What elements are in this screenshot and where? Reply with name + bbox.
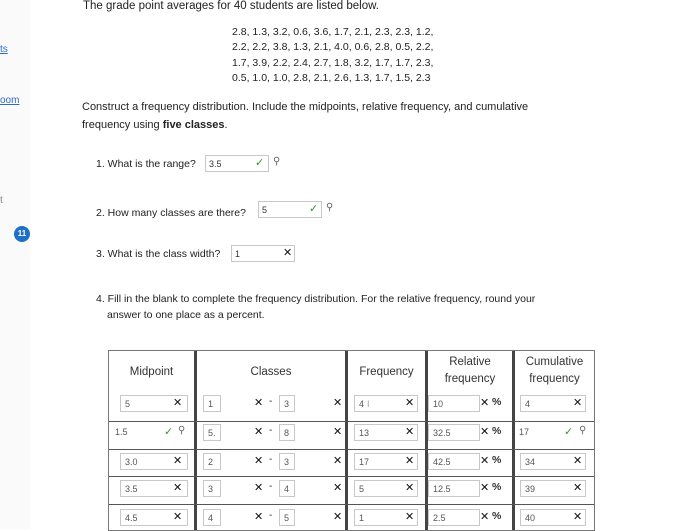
left-panel-edge: [0, 0, 30, 529]
header-frequency: Frequency: [359, 366, 414, 378]
class-upper-input[interactable]: 3: [279, 453, 295, 470]
class-lower-input[interactable]: 5.: [203, 424, 221, 441]
correct-check-icon: ✓: [564, 426, 574, 438]
class-dash: -: [269, 454, 273, 465]
percent-sign: %: [492, 454, 502, 466]
cumulative-frequency-input[interactable]: 17: [515, 424, 591, 441]
incorrect-x-icon: ✕: [405, 511, 415, 523]
q1-label: 1. What is the range?: [96, 158, 196, 170]
header-classes: Classes: [250, 366, 292, 378]
frequency-input[interactable]: 13: [354, 424, 418, 441]
frequency-input[interactable]: 5: [354, 480, 418, 497]
instruction-text: frequency using: [82, 119, 163, 131]
midpoint-input[interactable]: 3.0: [120, 453, 188, 470]
header-midpoint: Midpoint: [129, 366, 174, 378]
text-cursor-icon: I: [367, 399, 370, 409]
row-divider: [109, 449, 594, 450]
frequency-distribution-table: [108, 350, 595, 531]
incorrect-x-icon: ✕: [254, 455, 264, 467]
frequency-value: 4: [359, 399, 365, 409]
hint-person-icon[interactable]: ⚲: [579, 425, 587, 436]
instruction-line: [82, 119, 228, 131]
class-lower-input[interactable]: 1: [203, 395, 221, 412]
five-classes-emphasis: five classes: [162, 119, 225, 131]
classes-count-input[interactable]: 5: [258, 201, 322, 218]
class-lower-input[interactable]: 4: [203, 509, 221, 526]
q3-label: 3. What is the class width?: [96, 248, 221, 260]
relative-frequency-input[interactable]: 2.5: [428, 509, 480, 526]
header-cumulative-frequency: frequency: [529, 373, 580, 385]
incorrect-x-icon: ✕: [333, 511, 343, 523]
incorrect-x-icon: ✕: [480, 397, 490, 409]
percent-sign: %: [492, 396, 502, 408]
relative-frequency-input[interactable]: 32.5: [428, 424, 480, 441]
incorrect-x-icon: ✕: [173, 455, 183, 467]
relative-frequency-input[interactable]: 10: [428, 395, 480, 412]
correct-check-icon: ✓: [309, 203, 319, 215]
midpoint-input[interactable]: 1.5: [111, 424, 191, 441]
hint-person-icon[interactable]: ⚲: [273, 156, 281, 167]
frequency-input[interactable]: 17: [354, 453, 418, 470]
incorrect-x-icon: ✕: [333, 397, 343, 409]
class-width-input[interactable]: 1: [231, 245, 295, 262]
question-number-badge[interactable]: 11: [14, 226, 30, 242]
incorrect-x-icon: ✕: [480, 455, 490, 467]
frequency-input[interactable]: 1: [354, 509, 418, 526]
cumulative-frequency-input[interactable]: 34: [520, 453, 586, 470]
cumulative-frequency-input[interactable]: 40: [520, 509, 586, 526]
class-upper-input[interactable]: 5: [279, 509, 295, 526]
percent-sign: %: [492, 425, 502, 437]
midpoint-input[interactable]: 4.5: [120, 509, 188, 526]
percent-sign: %: [492, 481, 502, 493]
range-input[interactable]: 3.5: [205, 155, 269, 172]
incorrect-x-icon: ✕: [405, 455, 415, 467]
incorrect-x-icon: ✕: [173, 482, 183, 494]
cumulative-frequency-input[interactable]: 39: [520, 480, 586, 497]
incorrect-x-icon: ✕: [333, 426, 343, 438]
correct-check-icon: ✓: [255, 157, 265, 169]
data-line: 0.5, 1.0, 1.0, 2.8, 2.1, 2.6, 1.3, 1.7, 1.5, 2.3: [232, 72, 431, 84]
class-upper-input[interactable]: 8: [279, 424, 295, 441]
class-dash: -: [269, 396, 273, 407]
q2-label: 2. How many classes are there?: [96, 207, 246, 219]
q4-line: 4. Fill in the blank to complete the frequency distribution. For the relative frequency, round your: [96, 293, 536, 305]
class-dash: -: [269, 481, 273, 492]
cumulative-frequency-input[interactable]: 4: [520, 395, 586, 412]
sidebar-text-fragment: t: [0, 195, 3, 206]
incorrect-x-icon: ✕: [405, 482, 415, 494]
incorrect-x-icon: ✕: [573, 397, 583, 409]
hint-person-icon[interactable]: ⚲: [326, 202, 334, 213]
class-lower-input[interactable]: 2: [203, 453, 221, 470]
class-dash: -: [269, 425, 273, 436]
hint-person-icon[interactable]: ⚲: [178, 425, 186, 436]
incorrect-x-icon: ✕: [333, 482, 343, 494]
incorrect-x-icon: ✕: [405, 397, 415, 409]
incorrect-x-icon: ✕: [254, 426, 264, 438]
incorrect-x-icon: ✕: [173, 397, 183, 409]
class-upper-input[interactable]: 3: [279, 395, 295, 412]
row-divider: [109, 504, 594, 505]
header-cumulative: Cumulative: [525, 356, 584, 368]
percent-sign: %: [492, 510, 502, 522]
incorrect-x-icon: ✕: [573, 455, 583, 467]
data-line: 2.2, 2.2, 3.8, 1.3, 2.1, 4.0, 0.6, 2.8, 0.5, 2.2,: [232, 41, 434, 53]
incorrect-x-icon: ✕: [173, 511, 183, 523]
incorrect-x-icon: ✕: [254, 397, 264, 409]
incorrect-x-icon: ✕: [573, 511, 583, 523]
class-dash: -: [269, 510, 273, 521]
class-lower-input[interactable]: 3: [203, 480, 221, 497]
incorrect-x-icon: ✕: [254, 511, 264, 523]
incorrect-x-icon: ✕: [480, 511, 490, 523]
row-divider: [109, 476, 594, 477]
relative-frequency-input[interactable]: 42.5: [428, 453, 480, 470]
relative-frequency-input[interactable]: 12.5: [428, 480, 480, 497]
incorrect-x-icon: ✕: [573, 482, 583, 494]
problem-intro: The grade point averages for 40 students are listed below.: [83, 0, 379, 12]
instruction-text: .: [224, 119, 228, 131]
correct-check-icon: ✓: [164, 426, 174, 438]
header-relative-frequency: frequency: [444, 373, 496, 385]
incorrect-x-icon: ✕: [480, 426, 490, 438]
row-divider: [109, 421, 594, 422]
incorrect-x-icon: ✕: [333, 455, 343, 467]
sidebar-link-fragment[interactable]: ts: [0, 44, 8, 55]
sidebar-link-fragment[interactable]: oom: [0, 95, 20, 106]
midpoint-input[interactable]: 5: [120, 395, 188, 412]
instruction-line: Construct a frequency distribution. Include the midpoints, relative frequency, and cumulative: [82, 101, 529, 113]
data-line: 2.8, 1.3, 3.2, 0.6, 3.6, 1.7, 2.1, 2.3, 2.3, 1.2,: [232, 26, 434, 38]
incorrect-x-icon: ✕: [283, 247, 293, 259]
incorrect-x-icon: ✕: [480, 482, 490, 494]
class-upper-input[interactable]: 4: [279, 480, 295, 497]
incorrect-x-icon: ✕: [254, 482, 264, 494]
data-line: 1.7, 3.9, 2.2, 2.4, 2.7, 1.8, 3.2, 1.7, 1.7, 2.3,: [232, 57, 434, 69]
header-relative: Relative: [449, 356, 491, 368]
midpoint-input[interactable]: 3.5: [120, 480, 188, 497]
incorrect-x-icon: ✕: [405, 426, 415, 438]
q4-line: answer to one place as a percent.: [107, 309, 265, 321]
